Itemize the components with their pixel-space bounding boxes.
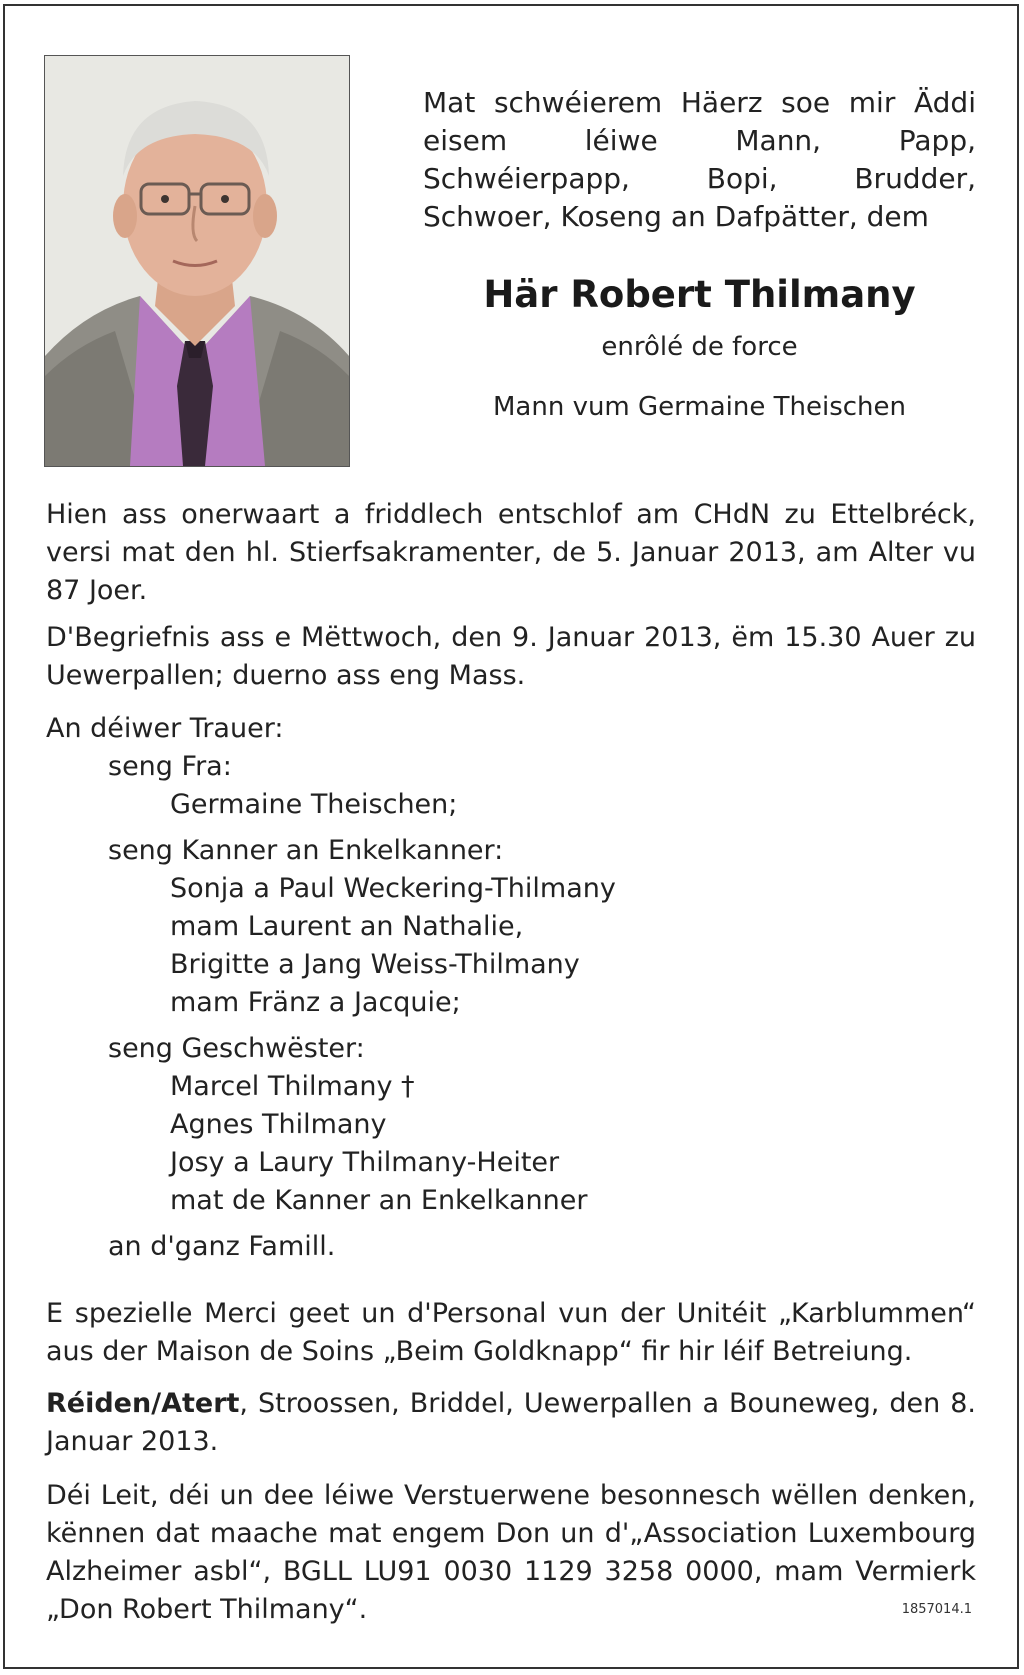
children-line: Brigitte a Jang Weiss-Thilmany bbox=[170, 949, 580, 980]
place-name: Réiden/Atert bbox=[46, 1388, 240, 1419]
subtitle: enrôlé de force bbox=[601, 332, 798, 362]
deceased-name: Här Robert Thilmany bbox=[483, 273, 916, 316]
place-date bbox=[46, 1385, 976, 1461]
donation-text: Déi Leit, déi un dee léiwe Verstuerwene besonnesch wëllen denken, kënnen dat maache mat engem Don un d'„Association Luxembourg Alzheimer asbl“, BGLL LU91 0030 1129 3258 0000, mam Vermierk „Don Robert Thilmany“. bbox=[46, 1480, 976, 1625]
reference-number: 1857014.1 bbox=[901, 1602, 972, 1617]
children-line: mam Fränz a Jacquie; bbox=[170, 987, 461, 1018]
wife-label: seng Fra: bbox=[108, 751, 232, 782]
wife-name: Germaine Theischen; bbox=[170, 789, 458, 820]
funeral-notice: D'Begriefnis ass e Mëttwoch, den 9. Januar 2013, ëm 15.30 Auer zu Uewerpallen; duerno ass eng Mass. bbox=[46, 622, 976, 691]
spouse-line: Mann vum Germaine Theischen bbox=[492, 392, 907, 422]
portrait-photo bbox=[44, 55, 350, 467]
mourners-heading: An déiwer Trauer: bbox=[46, 713, 284, 744]
children-label: seng Kanner an Enkelkanner: bbox=[108, 835, 504, 866]
children-line: Sonja a Paul Weckering-Thilmany bbox=[170, 873, 616, 904]
place-date-rest: , Stroossen, Briddel, Uewerpallen a Bouneweg, den 8. Januar 2013. bbox=[46, 1388, 976, 1457]
siblings-label: seng Geschwëster: bbox=[108, 1033, 365, 1064]
children-line: mam Laurent an Nathalie, bbox=[170, 911, 524, 942]
thanks-text: E spezielle Merci geet un d'Personal vun der Unitéit „Karblummen“ aus der Maison de Soins „Beim Goldknapp“ fir hir léif Betreiung. bbox=[46, 1298, 976, 1367]
mourners-section bbox=[46, 710, 976, 1266]
intro-text: Mat schwéierem Häerz soe mir Äddi eisem léiwe Mann, Papp, Schwéierpapp, Bopi, Brudder, Schwoer, Koseng an Dafpätter, dem bbox=[423, 86, 976, 233]
sibling-line: Marcel Thilmany † bbox=[170, 1071, 415, 1102]
sibling-line: mat de Kanner an Enkelkanner bbox=[170, 1185, 588, 1216]
sibling-line: Josy a Laury Thilmany-Heiter bbox=[170, 1147, 560, 1178]
death-notice: Hien ass onerwaart a friddlech entschlof am CHdN zu Ettelbréck, versi mat den hl. Stierfsakramenter, de 5. Januar 2013, am Alter vu 87 Joer. bbox=[46, 499, 976, 606]
family-line: an d'ganz Famill. bbox=[108, 1231, 336, 1262]
sibling-line: Agnes Thilmany bbox=[170, 1109, 387, 1140]
